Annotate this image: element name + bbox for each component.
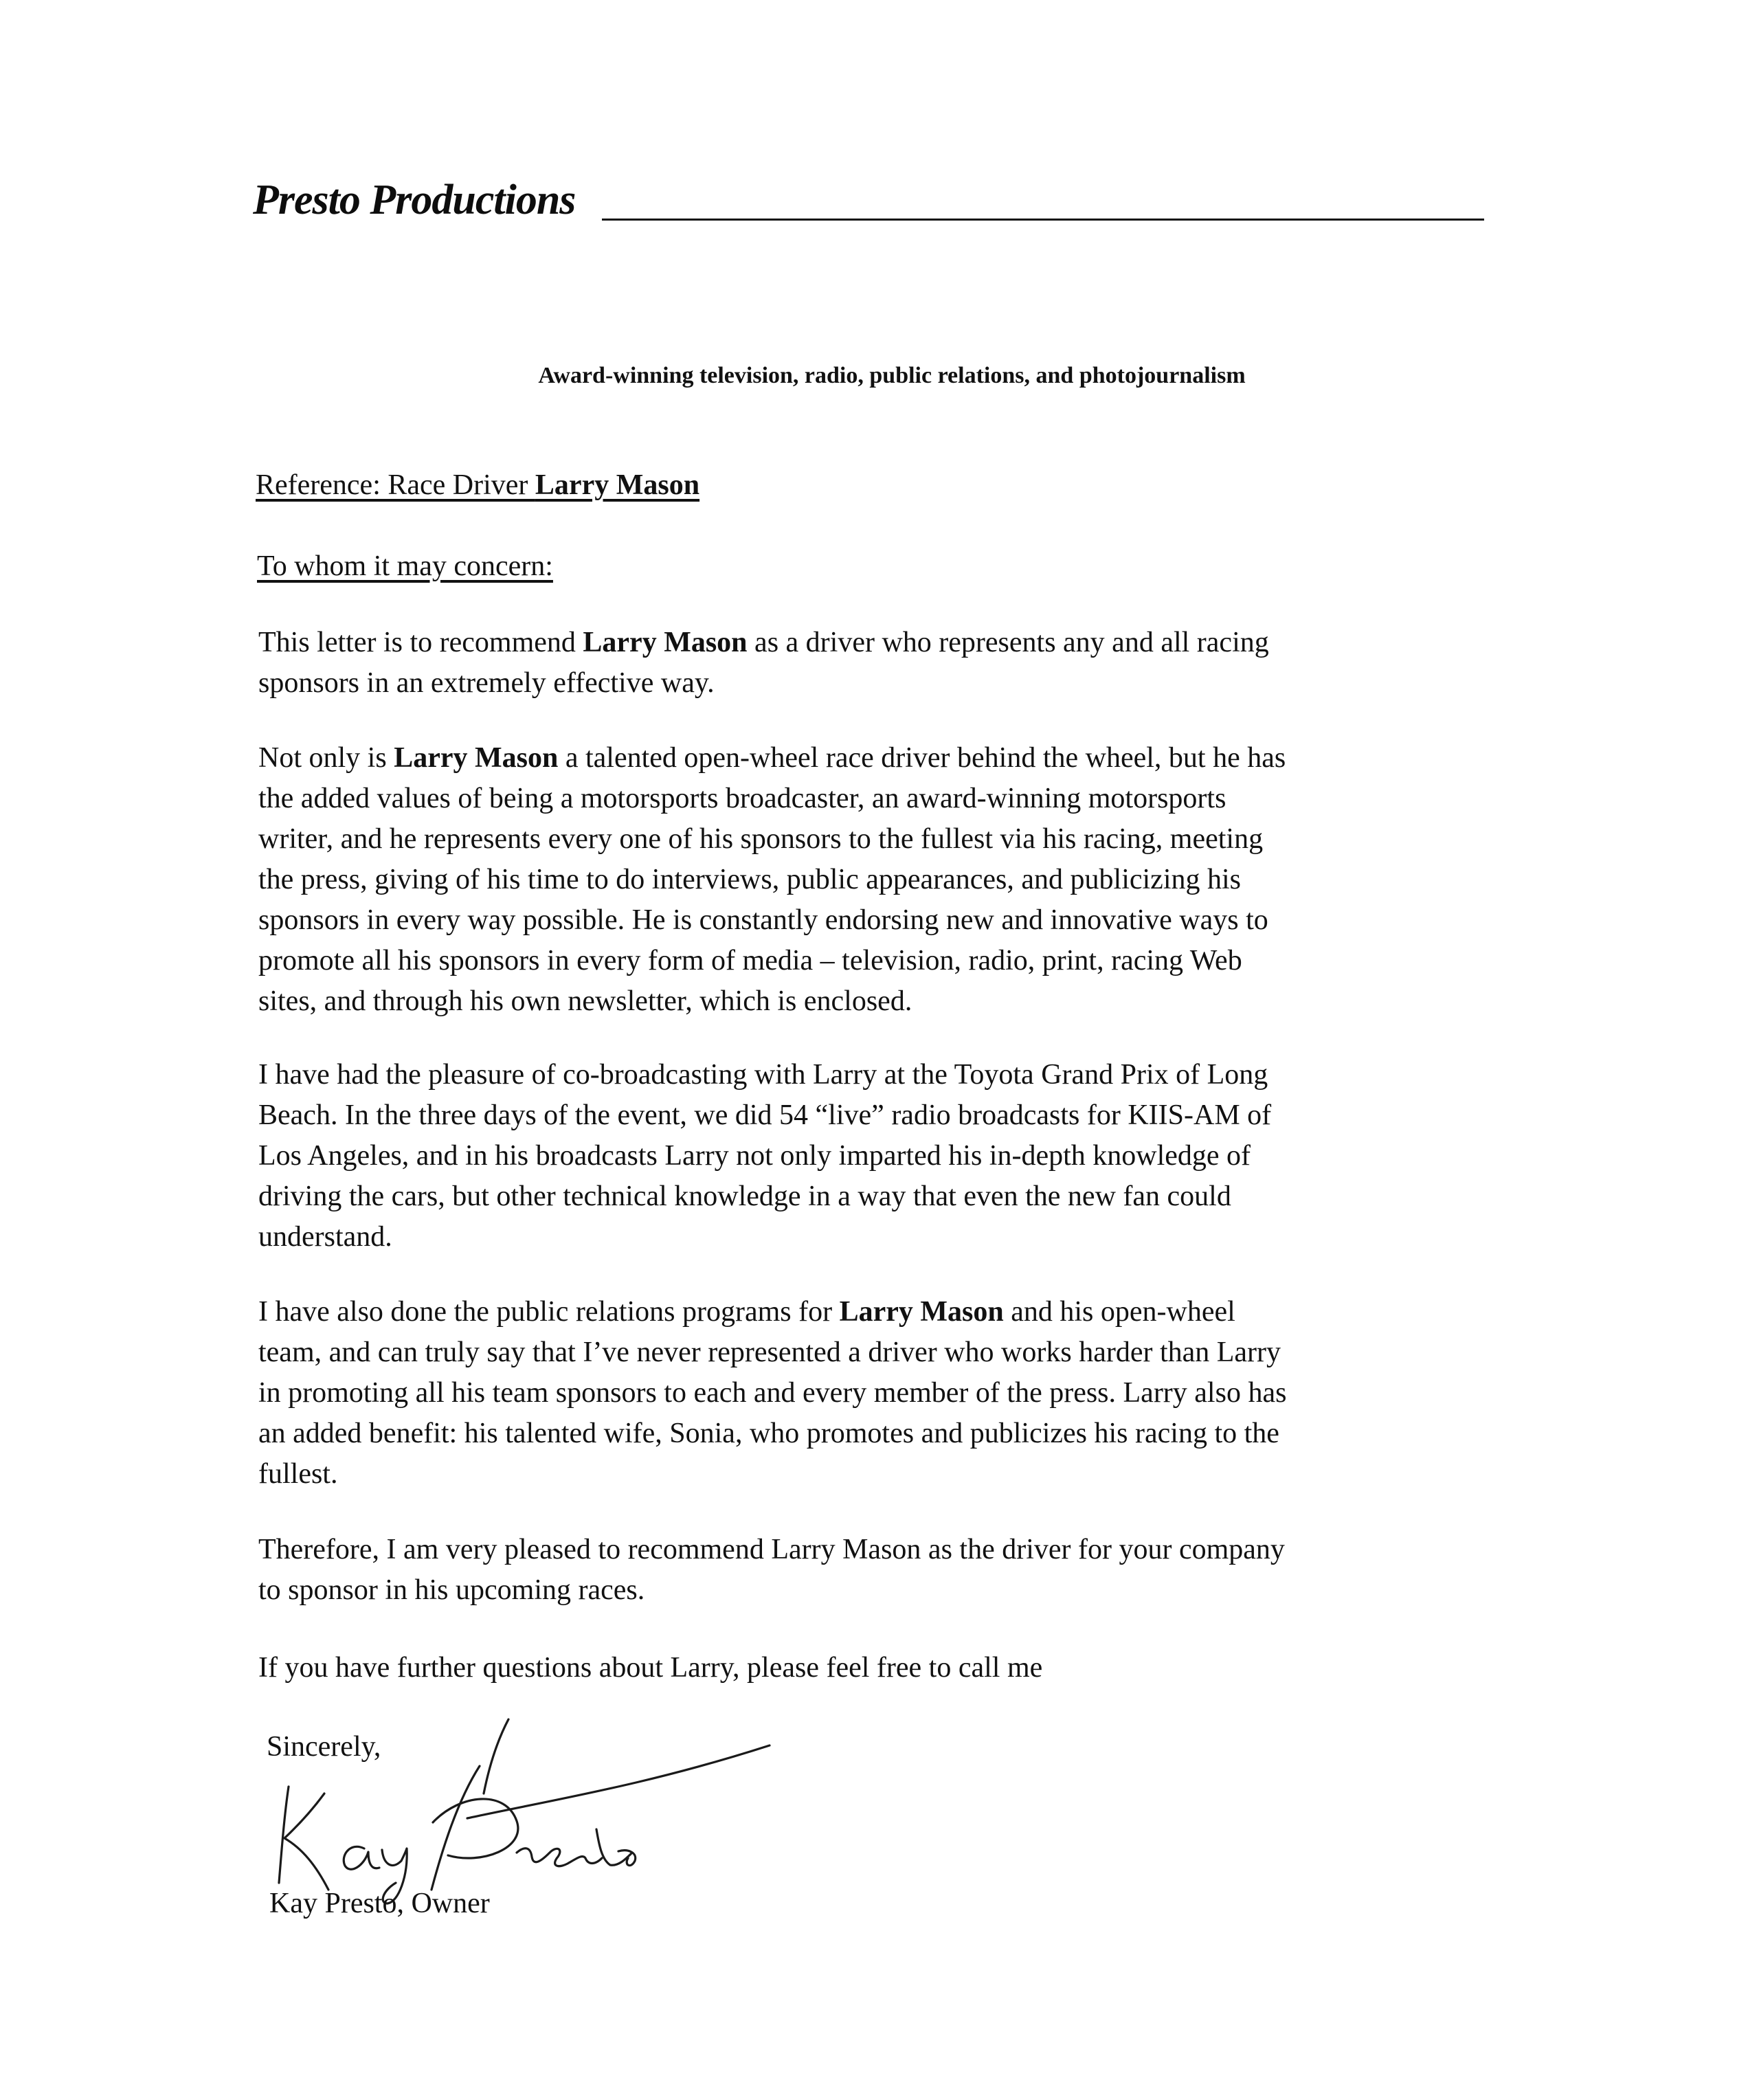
text-line: to sponsor in his upcoming races. xyxy=(258,1574,645,1606)
paragraph-4 xyxy=(258,1292,1509,1495)
text-run: This letter is to recommend xyxy=(258,627,583,658)
text-line: understand. xyxy=(258,1221,392,1253)
company-name: Presto Productions xyxy=(253,177,576,223)
reference-line xyxy=(256,469,699,502)
driver-name: Larry Mason xyxy=(583,627,748,658)
paragraph-1 xyxy=(258,623,1509,704)
letterhead-rule xyxy=(602,219,1484,221)
text-line: promote all his sponsors in every form of media – television, radio, print, racing Web xyxy=(258,945,1242,976)
text-line: fullest. xyxy=(258,1458,338,1490)
paragraph-3 xyxy=(258,1055,1509,1258)
tagline xyxy=(0,363,1737,389)
text-run: a talented open-wheel race driver behind the wheel, but he has xyxy=(558,742,1286,774)
text-line: an added benefit: his talented wife, Sonia, who promotes and publicizes his racing to the xyxy=(258,1418,1279,1449)
text-line: the press, giving of his time to do interviews, public appearances, and publicizing his xyxy=(258,864,1242,895)
text-line: Therefore, I am very pleased to recommend Larry Mason as the driver for your company xyxy=(258,1534,1285,1565)
letterhead xyxy=(253,176,1490,231)
text-line: Los Angeles, and in his broadcasts Larry not only imparted his in-depth knowledge of xyxy=(258,1140,1251,1172)
driver-name: Larry Mason xyxy=(394,742,559,774)
text-line xyxy=(258,623,1509,663)
text-line: writer, and he represents every one of his sponsors to the fullest via his racing, meeting xyxy=(258,823,1264,855)
text-line xyxy=(258,738,1509,779)
tagline-text: Award-winning television, radio, public relations, and photojournalism xyxy=(538,363,1246,388)
text-run: and his open-wheel xyxy=(1003,1296,1235,1328)
reference-name: Larry Mason xyxy=(535,469,700,501)
text-line: Beach. In the three days of the event, we did 54 “live” radio broadcasts for KIIS-AM of xyxy=(258,1099,1272,1131)
paragraph-5 xyxy=(258,1530,1509,1611)
text-line: team, and can truly say that I’ve never represented a driver who works harder than Larry xyxy=(258,1337,1281,1368)
text-line: sites, and through his own newsletter, which is enclosed. xyxy=(258,985,912,1017)
text-line: in promoting all his team sponsors to each and every member of the press. Larry also has xyxy=(258,1377,1287,1409)
closing: Sincerely, xyxy=(267,1731,381,1763)
text-line: driving the cars, but other technical knowledge in a way that even the new fan could xyxy=(258,1181,1231,1212)
reference-prefix: Reference: Race Driver xyxy=(256,469,535,501)
text-run: as a driver who represents any and all racing xyxy=(747,627,1269,658)
text-line: the added values of being a motorsports broadcaster, an award-winning motorsports xyxy=(258,783,1226,814)
text-line: I have had the pleasure of co-broadcasting with Larry at the Toyota Grand Prix of Long xyxy=(258,1059,1268,1091)
text-run: Not only is xyxy=(258,742,394,774)
paragraph-6 xyxy=(258,1648,1509,1688)
text-run: I have also done the public relations programs for xyxy=(258,1296,840,1328)
text-line xyxy=(258,1292,1509,1332)
text-line: sponsors in every way possible. He is constantly endorsing new and innovative ways to xyxy=(258,904,1268,936)
text-line: If you have further questions about Larry, please feel free to call me xyxy=(258,1652,1043,1684)
signature xyxy=(261,1718,811,1910)
driver-name: Larry Mason xyxy=(839,1296,1004,1328)
text-line: sponsors in an extremely effective way. xyxy=(258,667,715,699)
signer-name: Kay Presto, Owner xyxy=(269,1888,490,1919)
salutation: To whom it may concern: xyxy=(257,550,553,582)
paragraph-2 xyxy=(258,738,1509,1022)
